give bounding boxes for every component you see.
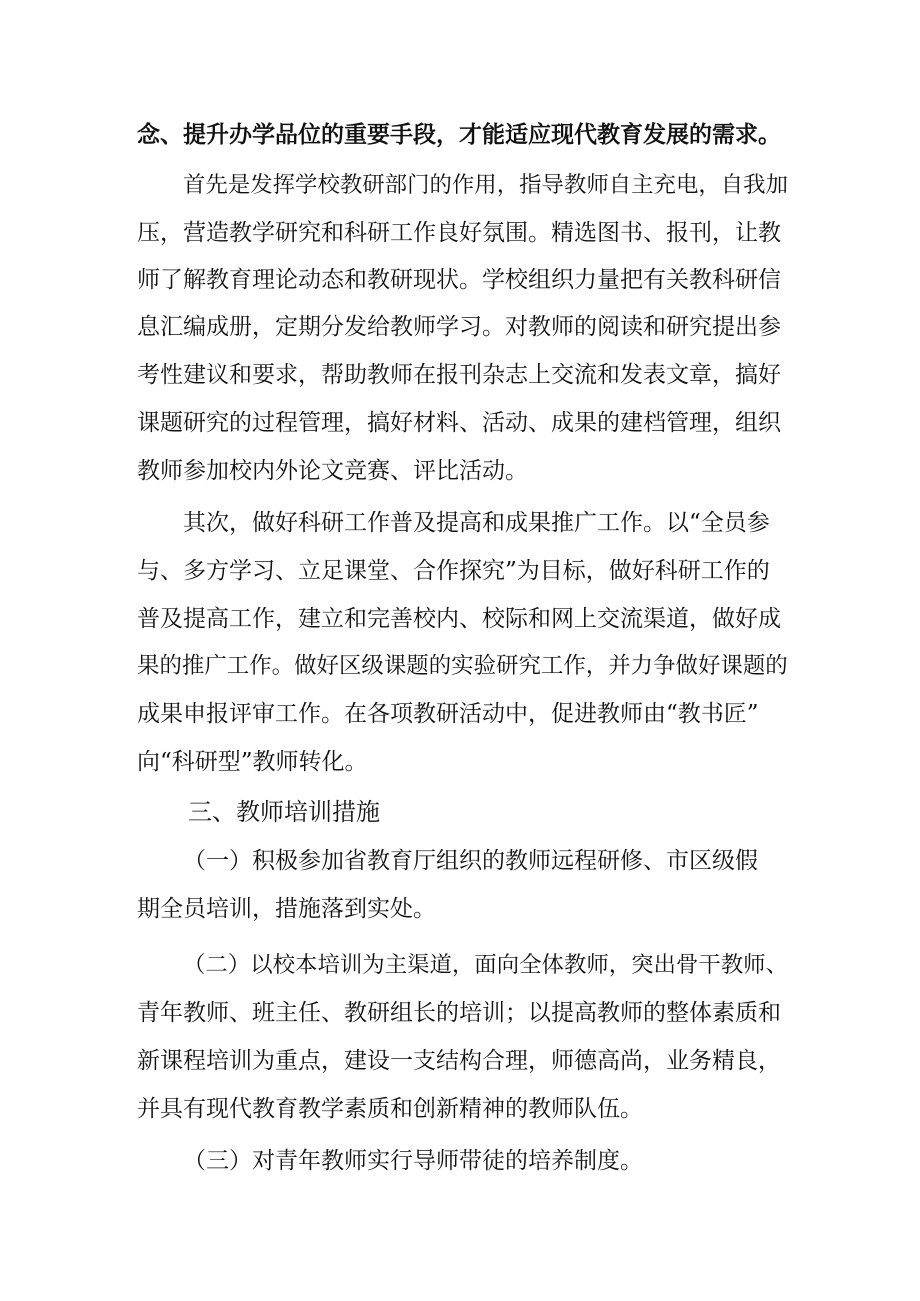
paragraph-line: 教师参加校内外论文竞赛、评比活动。 <box>137 458 528 484</box>
paragraph-line: 成果申报评审工作。在各项教研活动中，促进教师由“教书匠” <box>137 701 759 727</box>
paragraph-line: 果的推广工作。做好区级课题的实验研究工作，并力争做好课题的 <box>137 653 788 679</box>
paragraph-line: 并具有现代教育教学素质和创新精神的教师队伍。 <box>137 1096 643 1122</box>
paragraph-line: 师了解教育理论动态和教研现状。学校组织力量把有关教科研信 <box>137 267 781 293</box>
paragraph-line: 新课程培训为重点，建设一支结构合理，师德高尚，业务精良， <box>137 1048 781 1074</box>
paragraph-line: （一）积极参加省教育厅组织的教师远程研修、市区级假 <box>183 848 758 874</box>
paragraph-line: 期全员培训，措施落到实处。 <box>137 896 436 922</box>
paragraph-line: 向“科研型”教师转化。 <box>137 749 368 775</box>
paragraph-line: 普及提高工作，建立和完善校内、校际和网上交流渠道，做好成 <box>137 606 781 632</box>
paragraph-line: 青年教师、班主任、教研组长的培训；以提高教师的整体素质和 <box>137 1000 781 1026</box>
paragraph-line: 其次，做好科研工作普及提高和成果推广工作。以“全员参 <box>183 510 770 536</box>
paragraph-line: （三）对青年教师实行导师带徒的培养制度。 <box>183 1148 643 1174</box>
section-heading: 三、教师培训措施 <box>188 798 380 826</box>
paragraph-line: 念、提升办学品位的重要手段，才能适应现代教育发展的需求。 <box>137 122 781 148</box>
paragraph-line: 首先是发挥学校教研部门的作用，指导教师自主充电，自我加 <box>183 172 788 198</box>
paragraph-line: 与、多方学习、立足课堂、合作探究”为目标，做好科研工作的 <box>137 558 770 584</box>
paragraph-line: 考性建议和要求，帮助教师在报刊杂志上交流和发表文章，搞好 <box>137 362 781 388</box>
paragraph-line: 息汇编成册，定期分发给教师学习。对教师的阅读和研究提出参 <box>137 314 781 340</box>
paragraph-line: 课题研究的过程管理，搞好材料、活动、成果的建档管理，组织 <box>137 410 781 436</box>
paragraph-line: 压，营造教学研究和科研工作良好氛围。精选图书、报刊，让教 <box>137 220 781 246</box>
paragraph-line: （二）以校本培训为主渠道，面向全体教师，突出骨干教师、 <box>183 952 788 978</box>
